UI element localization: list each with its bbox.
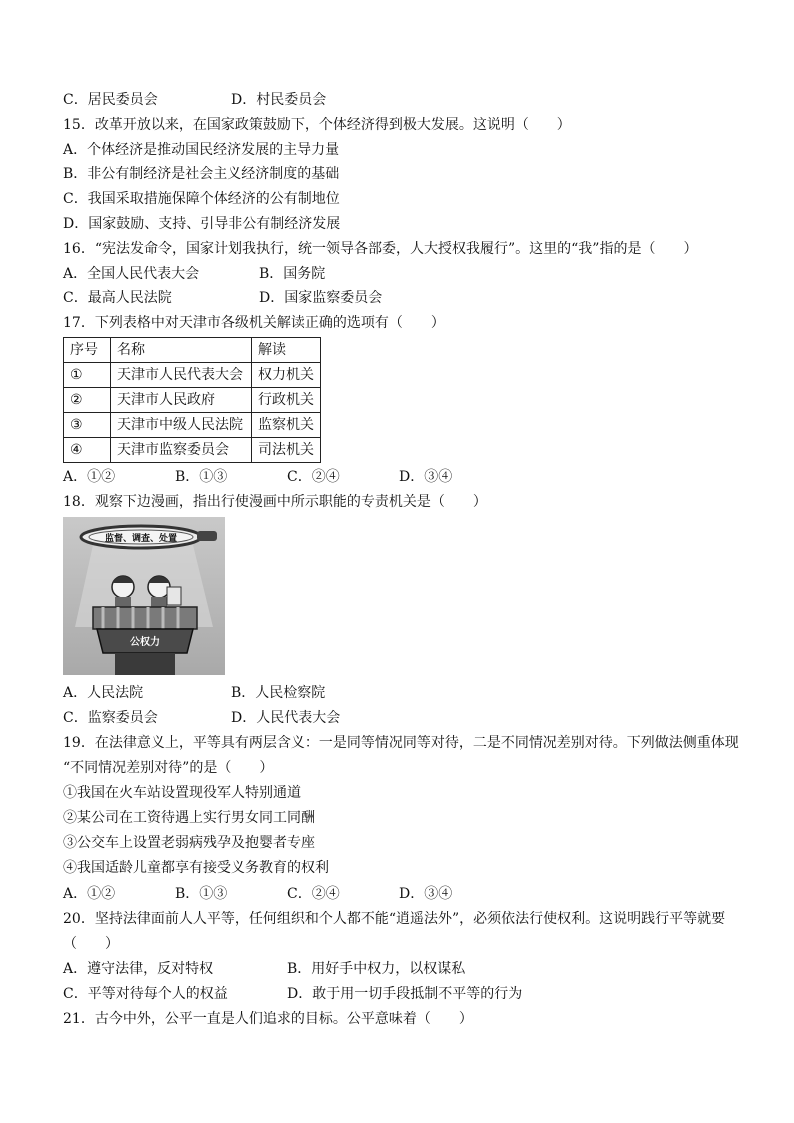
table-cell: ④	[64, 438, 111, 463]
q19-item: ③公交车上设置老弱病残孕及抱婴者专座	[63, 835, 315, 851]
q19-item: ①我国在火车站设置现役军人特别通道	[63, 785, 301, 801]
q14-option-d: D．村民委员会	[231, 92, 327, 108]
q17-option-a: A．①②	[63, 469, 116, 485]
table-cell: 天津市人民政府	[111, 388, 252, 413]
q18-option-c: C．监察委员会	[63, 710, 158, 726]
q18-option-b: B．人民检察院	[231, 685, 326, 701]
table-cell: 天津市人民代表大会	[111, 363, 252, 388]
table-cell: 天津市监察委员会	[111, 438, 252, 463]
q20-option-b: B．用好手中权力，以权谋私	[287, 961, 466, 977]
q19-stem-line2: “不同情况差别对待”的是（ ）	[63, 760, 274, 776]
table-row	[64, 438, 321, 463]
q15-option-b: B．非公有制经济是社会主义经济制度的基础	[63, 166, 340, 182]
q15-option-d: D．国家鼓励、支持、引导非公有制经济发展	[63, 216, 341, 232]
q19-item: ④我国适龄儿童都享有接受义务教育的权利	[63, 860, 329, 876]
q16-option-b: B．国务院	[259, 266, 326, 282]
q17-option-c: C．②④	[287, 469, 340, 485]
q21-stem: 21．古今中外，公平一直是人们追求的目标。公平意味着（ ）	[63, 1011, 473, 1027]
table-row	[64, 363, 321, 388]
q17-option-d: D．③④	[399, 469, 453, 485]
q15-option-c: C．我国采取措施保障个体经济的公有制地位	[63, 191, 340, 207]
table-cell: 权力机关	[252, 363, 321, 388]
q18-option-a: A．人民法院	[63, 685, 144, 701]
q17-table	[63, 337, 321, 463]
table-row	[64, 388, 321, 413]
q19-option-a: A．①②	[63, 886, 116, 902]
q19-option-c: C．②④	[287, 886, 340, 902]
table-header-row	[64, 338, 321, 363]
q16-option-c: C．最高人民法院	[63, 290, 172, 306]
q17-option-b: B．①③	[175, 469, 228, 485]
q19-option-d: D．③④	[399, 886, 453, 902]
table-cell: ①	[64, 363, 111, 388]
table-header-cell: 解读	[252, 338, 321, 363]
table-row	[64, 413, 321, 438]
q19-item: ②某公司在工资待遇上实行男女同工同酬	[63, 810, 315, 826]
q16-stem: 16．“宪法发命令，国家计划我执行，统一领导各部委，人大授权我履行”。这里的“我”指的是（ ）	[63, 241, 698, 257]
cartoon-pillar-text: 公权力	[130, 637, 160, 648]
q20-stem-line2: （ ）	[63, 936, 119, 952]
cartoon-banner-text: 监督、调查、处置	[104, 534, 178, 544]
table-cell: 行政机关	[252, 388, 321, 413]
q18-cartoon-image	[63, 517, 225, 675]
table-header-cell: 名称	[111, 338, 252, 363]
q18-option-d: D．人民代表大会	[231, 710, 341, 726]
q16-option-a: A．全国人民代表大会	[63, 266, 200, 282]
q16-option-d: D．国家监察委员会	[259, 290, 383, 306]
q19-stem-line1: 19．在法律意义上，平等具有两层含义：一是同等情况同等对待，二是不同情况差别对待。下列做法侧重体现	[63, 735, 739, 751]
q14-option-c: C．居民委员会	[63, 92, 158, 108]
q18-stem: 18．观察下边漫画，指出行使漫画中所示职能的专责机关是（ ）	[63, 494, 487, 510]
cartoon-drawing	[63, 517, 225, 675]
q15-stem: 15．改革开放以来，在国家政策鼓励下，个体经济得到极大发展。这说明（ ）	[63, 117, 571, 133]
table-cell: 司法机关	[252, 438, 321, 463]
table-cell: ②	[64, 388, 111, 413]
q20-option-d: D．敢于用一切手段抵制不平等的行为	[287, 986, 523, 1002]
table-cell: 天津市中级人民法院	[111, 413, 252, 438]
table-cell: 监察机关	[252, 413, 321, 438]
q20-stem-line1: 20．坚持法律面前人人平等，任何组织和个人都不能“逍遥法外”，必须依法行使权利。这说明践行平等就要	[63, 911, 726, 927]
q15-option-a: A．个体经济是推动国民经济发展的主导力量	[63, 142, 340, 158]
q19-option-b: B．①③	[175, 886, 228, 902]
q20-option-c: C．平等对待每个人的权益	[63, 986, 228, 1002]
table-cell: ③	[64, 413, 111, 438]
q17-stem: 17．下列表格中对天津市各级机关解读正确的选项有（ ）	[63, 315, 445, 331]
table-header-cell: 序号	[64, 338, 111, 363]
q20-option-a: A．遵守法律，反对特权	[63, 961, 214, 977]
